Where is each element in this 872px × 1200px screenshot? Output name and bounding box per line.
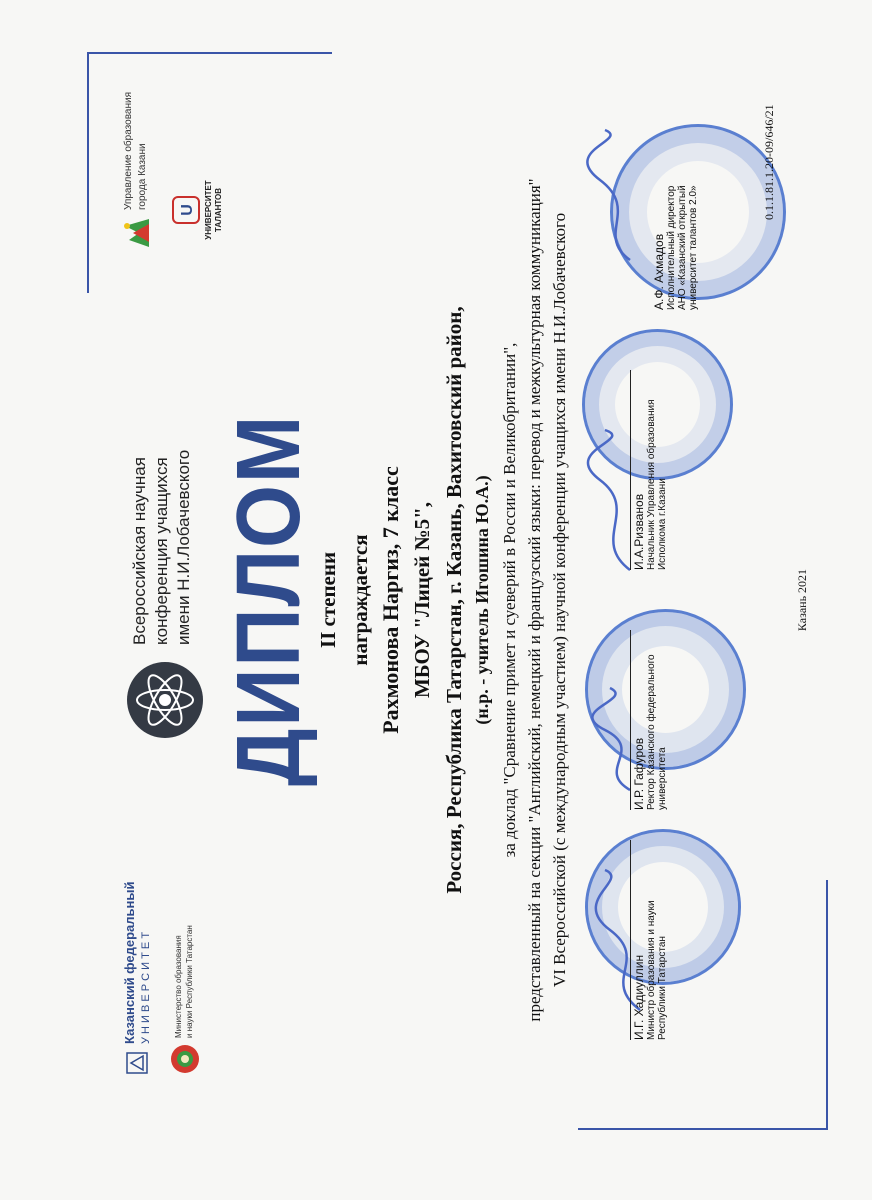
recipient-name: Рахмонова Наргиз, 7 класс	[378, 466, 403, 734]
ministry-line1: Министерство образования	[174, 935, 183, 1038]
talents-line1: УНИВЕРСИТЕТ	[204, 180, 213, 240]
signatory-2-role1: Ректор Казанского федерального	[646, 654, 657, 810]
kfu-logo	[118, 874, 158, 1074]
signatory-1-role1: Министр образования и науки	[646, 900, 657, 1040]
diploma-title: ДИПЛОМ	[219, 413, 319, 787]
signatory-1-role2: Республики Татарстан	[657, 936, 668, 1040]
signature-akhmadov	[585, 120, 645, 270]
frame-left-line	[578, 1128, 828, 1130]
signature-line-3	[630, 370, 631, 570]
signatory-4-role1: Исполнительный директор	[666, 185, 677, 310]
doc-number: 0.1.1.81.1.20-09/646/21	[762, 104, 776, 220]
city-admin-line2: города Казани	[137, 143, 148, 210]
conference-logo	[120, 440, 210, 740]
signatory-4-name: А.Ф. Ахмадов	[652, 233, 666, 310]
signatory-1-name: И.Г. Хадиуллин	[632, 954, 646, 1040]
kfu-name: Казанский федеральный	[122, 881, 137, 1044]
city-year: Казань 2021	[795, 568, 809, 632]
kfu-emblem-icon	[126, 1052, 148, 1074]
talents-line2: ТАЛАНТОВ	[214, 187, 223, 233]
location-text: Россия, Республика Татарстан, г. Казань, Вахитовский район,	[442, 306, 466, 894]
svg-text:U: U	[179, 204, 196, 216]
frame-right-line	[87, 52, 332, 54]
kazan-emblem-icon	[119, 216, 153, 250]
signatory-1	[632, 830, 668, 1040]
section-text: представленный на секции "Английский, немецкий и французский языки: перевод и межкультурная коммуникация"	[525, 178, 544, 1022]
atom-icon	[125, 660, 205, 740]
degree-text: II степени	[316, 551, 340, 649]
supervisor-text: (н.р. - учитель Игошина Ю.А.)	[472, 475, 492, 725]
signatory-3-role1: Начальник Управления образования	[646, 399, 657, 570]
signatory-4-role2: АНО «Казанский открытый	[677, 185, 688, 310]
signatory-2-name: И.Р. Гафуров	[632, 737, 646, 810]
conference-line1: Всероссийская научная	[130, 457, 149, 645]
signatory-3	[632, 350, 668, 570]
school-name: МБОУ "Лицей №5",	[410, 501, 434, 699]
ministry-line2: и науки Республики Татарстан	[185, 925, 194, 1038]
signature-line-1	[630, 840, 631, 1040]
kfu-subtitle: У Н И В Е Р С И Т Е Т	[140, 931, 152, 1044]
conference-line3: имени Н.И.Лобачевского	[174, 449, 193, 645]
talents-emblem-icon	[172, 196, 200, 224]
signature-line-2	[630, 630, 631, 810]
conference-line2: конференция учащихся	[152, 457, 171, 645]
city-admin-logo	[115, 80, 160, 250]
awarded-text: награждается	[348, 534, 372, 666]
signatory-4-role3: университет талантов 2.0»	[688, 185, 699, 310]
ministry-logo	[168, 874, 208, 1074]
signatory-3-role2: Исполкома г.Казани	[657, 478, 668, 570]
city-admin-line1: Управление образования	[123, 92, 134, 210]
conference-text: VI Всероссийской (с международным участием) научной конференции учащихся имени Н.И.Лобачевского	[550, 212, 569, 988]
signatory-3-name: И.А.Ризванов	[632, 493, 646, 570]
report-text: за доклад "Сравнение примет и суеверий в России и Великобритании",	[500, 342, 519, 858]
signatory-2-role2: университета	[657, 747, 668, 810]
frame-bottom-line	[826, 880, 828, 1130]
signatory-2	[632, 600, 668, 810]
frame-top-line	[87, 53, 89, 293]
tatarstan-emblem-icon	[170, 1044, 200, 1074]
signatory-4	[652, 90, 699, 310]
